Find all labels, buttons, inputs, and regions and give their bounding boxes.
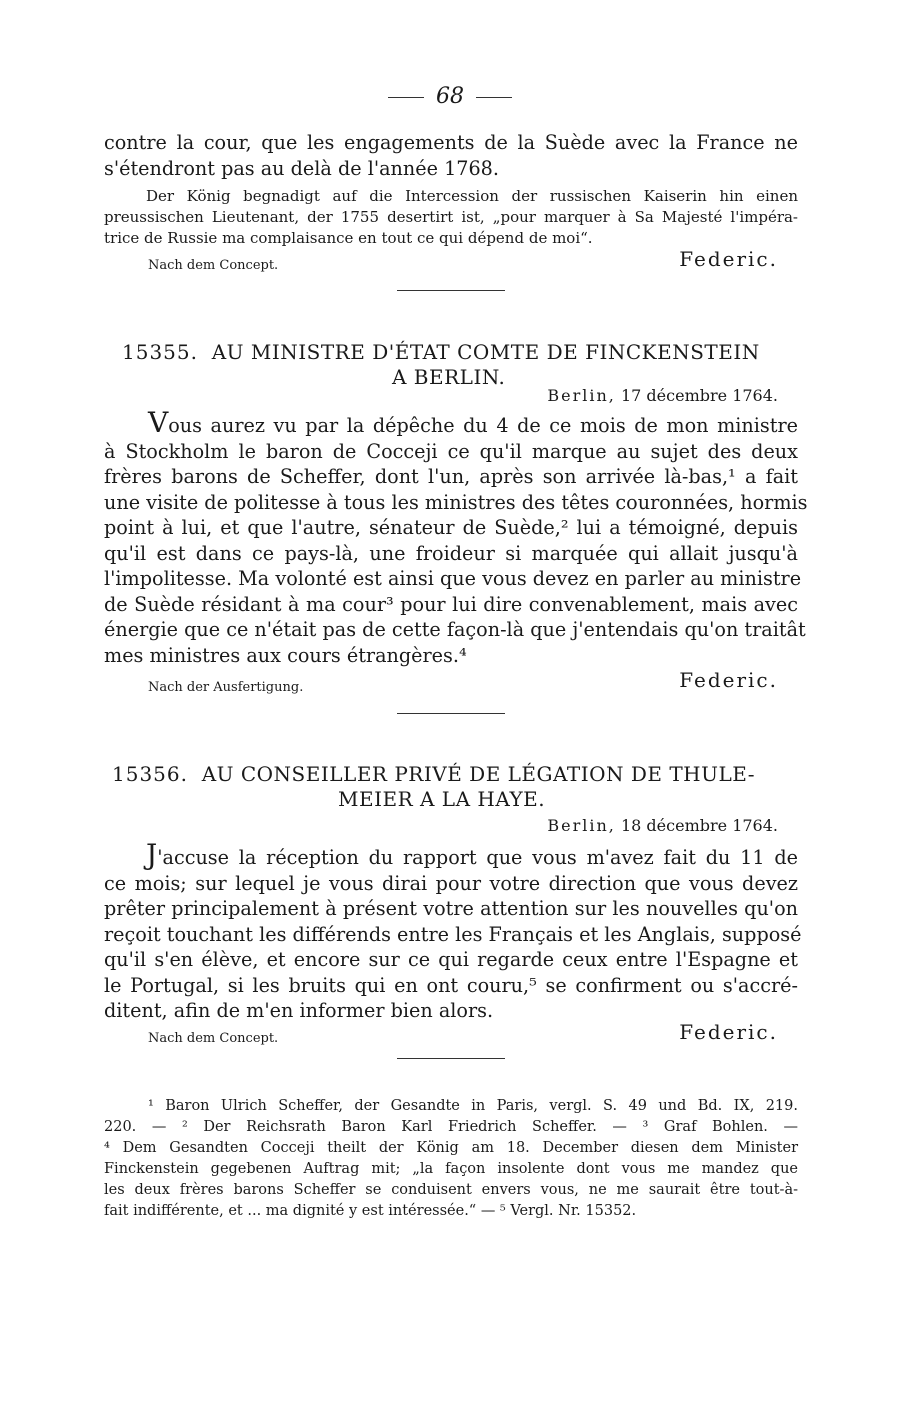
body-line: le Portugal, si les bruits qui en ont couru,⁵ se confirment ou s'accré-	[104, 973, 798, 997]
drop-initial: J	[146, 838, 158, 871]
body-line: l'impolitesse. Ma volonté est ainsi que vous devez en parler au ministre	[104, 567, 802, 590]
letter-addressee: AU CONSEILLER PRIVÉ DE LÉGATION DE THULE-	[201, 762, 755, 786]
section-rule	[397, 1058, 505, 1059]
letter-number: 15356.	[112, 762, 188, 786]
letter-number: 15355.	[122, 340, 198, 364]
body-line: qu'il est dans ce pays-là, une froideur si marquée qui allait jusqu'à	[104, 541, 798, 565]
page-number	[0, 84, 900, 109]
letter-15355-source: Nach der Ausfertigung.	[148, 680, 304, 695]
footnote-line: Finckenstein gegebenen Auftrag mit; „la façon insolente dont vous me mandez que	[104, 1161, 798, 1177]
intro-line: s'étendront pas au delà de l'année 1768.	[104, 156, 499, 180]
body-line: énergie que ce n'était pas de cette façon-là que j'entendais qu'on traitât	[104, 618, 806, 641]
drop-initial: V	[148, 406, 169, 439]
footnote-line: 220. — ² Der Reichsrath Baron Karl Friedrich Scheffer. — ³ Graf Bohlen. —	[104, 1119, 798, 1135]
body-line: frères barons de Scheffer, dont l'un, après son arrivée là-bas,¹ a fait	[104, 465, 798, 488]
body-line: ditent, afin de m'en informer bien alors.	[104, 999, 494, 1022]
footnote-line: fait indifférente, et ... ma dignité y est intéressée.“ — ⁵ Vergl. Nr. 15352.	[104, 1203, 637, 1219]
date-place: Berlin,	[547, 816, 616, 835]
body-line: mes ministres aux cours étrangères.⁴	[104, 643, 467, 667]
intro-paragraph	[104, 130, 798, 181]
body-line: de Suède résidant à ma cour³ pour lui dire convenablement, mais avec	[104, 592, 798, 616]
letter-addressee-place: A BERLIN.	[392, 365, 506, 389]
body-line: une visite de politesse à tous les ministres des têtes couronnées, hormis	[104, 490, 808, 514]
body-line-text: ous aurez vu par la dépêche du 4 de ce mois de mon ministre	[168, 414, 798, 437]
summary-line: Der König begnadigt auf die Intercession der russischen Kaiserin hin einen	[146, 187, 798, 205]
letter-15356-body	[104, 838, 802, 1024]
section-rule	[397, 713, 505, 714]
footnotes	[104, 1096, 798, 1222]
body-line: à Stockholm le baron de Cocceji ce qu'il marque au sujet des deux	[104, 439, 798, 463]
intro-summary	[104, 186, 798, 249]
date-place: Berlin,	[547, 386, 616, 405]
intro-source: Nach dem Concept.	[148, 258, 279, 273]
footnote-line: les deux frères barons Scheffer se conduisent envers vous, ne me saurait être tout-à-	[104, 1182, 798, 1198]
letter-15356-signature: Federic.	[679, 1020, 778, 1044]
body-line: point à lui, et que l'autre, sénateur de Suède,² lui a témoigné, depuis	[104, 516, 798, 539]
date-text: 17 décembre 1764.	[620, 386, 778, 405]
intro-line: contre la cour, que les engagements de la Suède avec la France ne	[104, 131, 798, 154]
page-number-dash-right	[476, 97, 512, 98]
body-line: prêter principalement à présent votre attention sur les nouvelles qu'on	[104, 897, 798, 920]
body-line: reçoit touchant les différends entre les Français et les Anglais, supposé	[104, 922, 802, 946]
page-number-dash-left	[388, 97, 424, 98]
body-line: qu'il s'en élève, et encore sur ce qui regarde ceux entre l'Espagne et	[104, 948, 798, 971]
summary-line: trice de Russie ma complaisance en tout ce qui dépend de moi“.	[104, 229, 593, 247]
footnote-line: ¹ Baron Ulrich Scheffer, der Gesandte in Paris, vergl. S. 49 und Bd. IX, 219.	[148, 1098, 798, 1114]
summary-line: preussischen Lieutenant, der 1755 desertirt ist, „pour marquer à Sa Majesté l'impéra-	[104, 208, 798, 226]
section-rule	[397, 290, 505, 291]
letter-15356-dateline	[547, 816, 778, 835]
body-line: ce mois; sur lequel je vous dirai pour votre direction que vous devez	[104, 871, 798, 895]
letter-15356-source: Nach dem Concept.	[148, 1031, 279, 1046]
footnote-line: ⁴ Dem Gesandten Cocceji theilt der König am 18. December diesen dem Minister	[104, 1140, 798, 1156]
letter-15355-signature: Federic.	[679, 668, 778, 692]
page-number-text: 68	[436, 84, 464, 109]
date-text: 18 décembre 1764.	[620, 816, 778, 835]
body-line	[104, 838, 798, 871]
letter-15355-body	[104, 406, 808, 668]
letter-addressee-place: MEIER A LA HAYE.	[338, 787, 546, 811]
body-line-text: 'accuse la réception du rapport que vous m'avez fait du 11 de	[157, 846, 798, 869]
intro-signature: Federic.	[679, 247, 778, 271]
letter-15355-dateline	[547, 386, 778, 405]
letter-addressee: AU MINISTRE D'ÉTAT COMTE DE FINCKENSTEIN	[211, 340, 760, 364]
body-line	[104, 406, 798, 439]
